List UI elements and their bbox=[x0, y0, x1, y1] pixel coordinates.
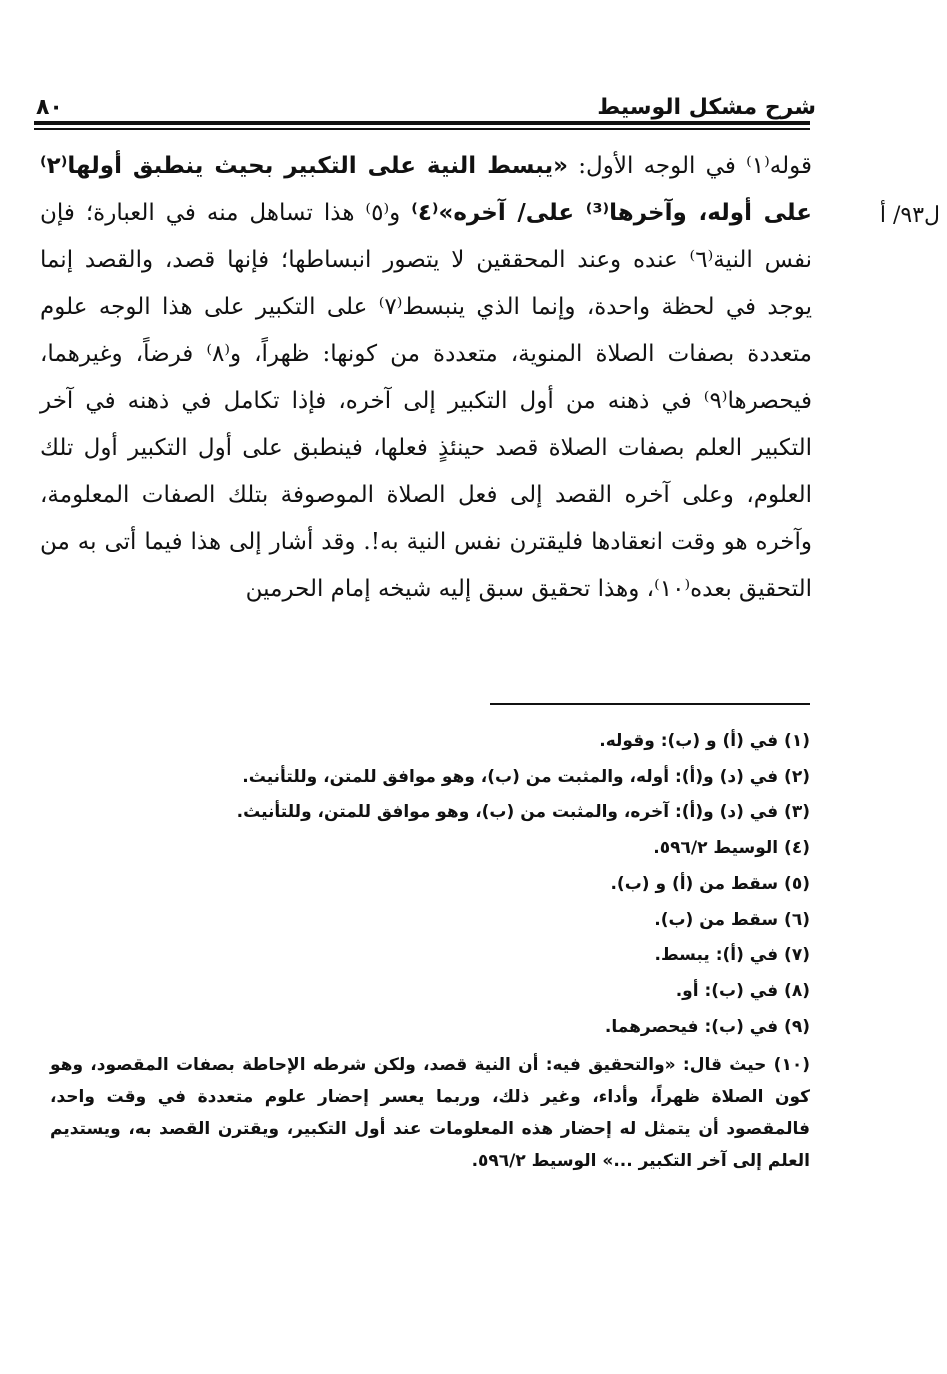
footnotes-list bbox=[50, 724, 810, 1177]
footnote: (٤) الوسيط ٥٩٦/٢. bbox=[653, 838, 810, 859]
book-title: شرح مشكل الوسيط bbox=[597, 95, 816, 120]
footnote: (٨) في (ب): أو. bbox=[675, 980, 810, 1001]
footnote: (١٠) حيث قال: «والتحقيق فيه: أن النية قصد، ولكن شرطه الإحاطة بصفات المقصود، وهو كون الصلاة ظهراً، وأداء، وغير ذلك، وربما يعسر إحضار علوم متعددة في وقت واحد، فالمقصود أن يتمثل له إحضار هذه المعلومات عند أول التكبير، ويقترن القصد به، ويستديم العلم إلى آخر التكبير ...» الوسيط ٥٩٦/٢. bbox=[50, 1055, 810, 1172]
header-rule-thick bbox=[34, 121, 810, 125]
footnote: (٢) في (د) و(أ): أوله، والمثبت من (ب)، وهو موافق للمتن، وللتأنيث. bbox=[242, 766, 810, 787]
footnote: (٧) في (أ): يبسط. bbox=[654, 945, 810, 966]
main-text-lead: قوله⁽١⁾ في الوجه الأول: bbox=[568, 153, 812, 179]
footnote: (٣) في (د) و(أ): آخره، والمثبت من (ب)، وهو موافق للمتن، وللتأنيث. bbox=[236, 802, 810, 823]
running-header bbox=[36, 86, 816, 120]
main-text bbox=[40, 143, 812, 613]
footnote: (٦) سقط من (ب). bbox=[654, 909, 810, 930]
page-number: ٨٠ bbox=[36, 95, 63, 120]
footnote: (١) في (أ) و (ب): وقوله. bbox=[599, 731, 810, 751]
footnote-separator bbox=[490, 703, 810, 705]
footnote: (٥) سقط من (أ) و (ب). bbox=[610, 873, 810, 894]
main-text-body: و⁽٥⁾ هذا تساهل منه في العبارة؛ فإن نفس النية⁽٦⁾ عنده وعند المحققين لا يتصور انبساطها؛ فإنها قصد، والقصد إنما يوجد في لحظة واحدة، وإنما الذي ينبسط⁽٧⁾ على التكبير على هذا الوجه علوم متعددة بصفات الصلاة المنوية، متعددة من كونها: ظهراً، و⁽٨⁾ فرضاً، وغيرهما، فيحصرها⁽٩⁾ في ذهنه من أول التكبير إلى آخره، فإذا تكامل في ذهنه في آخر التكبير العلم بصفات الصلاة قصد حينئذٍ فعلها، فينطبق على أول التكبير أول تلك العلوم، وعلى آخره القصد إلى فعل الصلاة الموصوفة بتلك الصفات المعلومة، وآخره هو وقت انعقادها فليقترن نفس النية به!. وقد أشار إلى هذا فيما أتى به من التحقيق بعده⁽١٠⁾، وهذا تحقيق سبق إليه شيخه إمام الحرمين bbox=[40, 200, 812, 602]
quoted-text: «يبسط النية على التكبير بحيث ينطبق أولها⁽٢⁾ على أوله، وآخرها⁽³⁾ على/ آخره»⁽٤⁾ bbox=[40, 153, 812, 226]
footnote: (٩) في (ب): فيحصرهما. bbox=[604, 1016, 810, 1037]
manuscript-folio-reference: ل٩٣/ أ bbox=[879, 203, 940, 228]
header-rule-thin bbox=[34, 128, 810, 130]
